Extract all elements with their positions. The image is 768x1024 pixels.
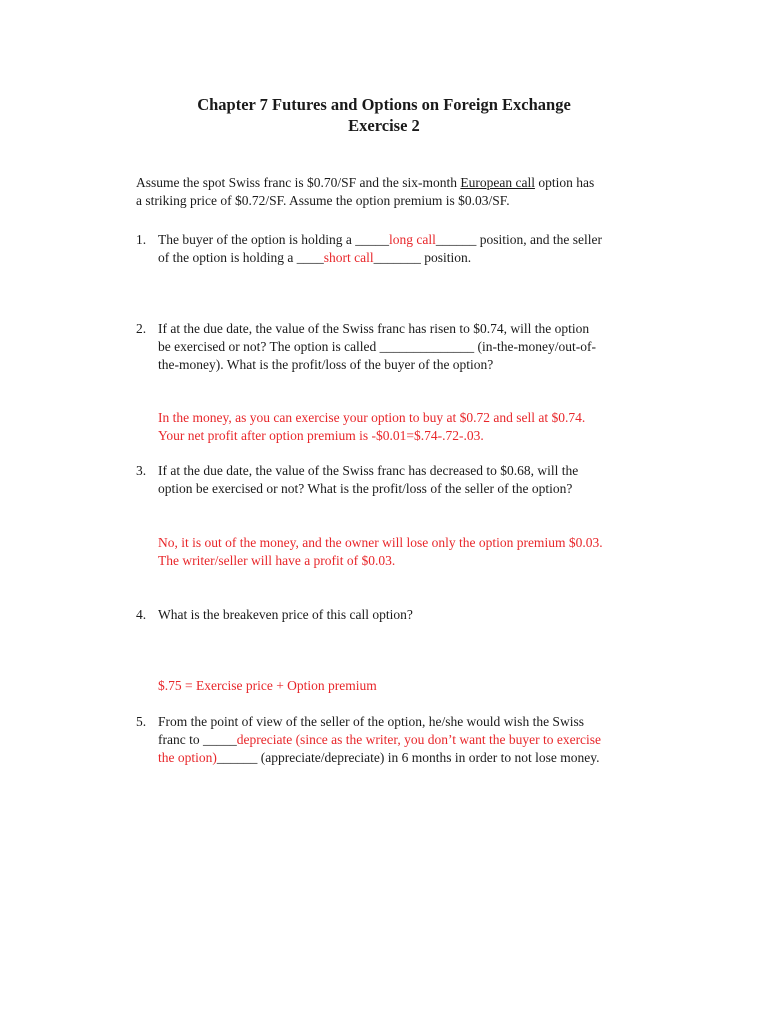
answer-short-call: short call [323, 250, 374, 265]
intro-paragraph: Assume the spot Swiss franc is $0.70/SF and the six-month European call option has a striking price of $0.72/SF. Assume the option premium is $0.03/SF. [136, 175, 595, 208]
question-number: 4. [136, 607, 147, 622]
chapter-title: Chapter 7 Futures and Options on Foreign Exchange [197, 95, 571, 114]
question-number: 5. [136, 714, 147, 729]
answer-long-call: long call [388, 232, 436, 247]
question-4: 4. What is the breakeven price of this call option? [136, 607, 413, 622]
european-call-term: European call [460, 175, 535, 190]
question-number: 1. [136, 232, 147, 247]
question-1: 1. The buyer of the option is holding a _____long call______ position, and the seller of the option is holding a ____short call_______ position. [136, 232, 602, 265]
answer-2: In the money, as you can exercise your option to buy at $0.72 and sell at $0.74. Your net profit after option premium is -$0.01=$.74-.72-.03. [158, 410, 586, 443]
answer-3: No, it is out of the money, and the owner will lose only the option premium $0.03. The writer/seller will have a profit of $0.03. [158, 535, 603, 568]
answer-depreciate: depreciate (since as the writer, you don’t want the buyer to exercise [236, 732, 602, 747]
question-number: 2. [136, 321, 147, 336]
question-3: 3. If at the due date, the value of the Swiss franc has decreased to $0.68, will the option be exercised or not? What is the profit/loss of the seller of the option? [136, 463, 579, 496]
question-5: 5. From the point of view of the seller of the option, he/she would wish the Swiss franc to _____depreciate (since as the writer, you don’t want the buyer to exercise the option)______ (appreciate/depreciate) in 6 months in order to not lose money. [136, 714, 602, 765]
question-number: 3. [136, 463, 147, 478]
question-2: 2. If at the due date, the value of the Swiss franc has risen to $0.74, will the option be exercised or not? The option is called ______________ (in-the-money/out-of- the-money). What is the profit/loss of the buyer of the option? [136, 321, 597, 372]
exercise-title: Exercise 2 [348, 116, 420, 135]
answer-4: $.75 = Exercise price + Option premium [158, 678, 377, 693]
answer-the-option: the option) [158, 750, 217, 765]
